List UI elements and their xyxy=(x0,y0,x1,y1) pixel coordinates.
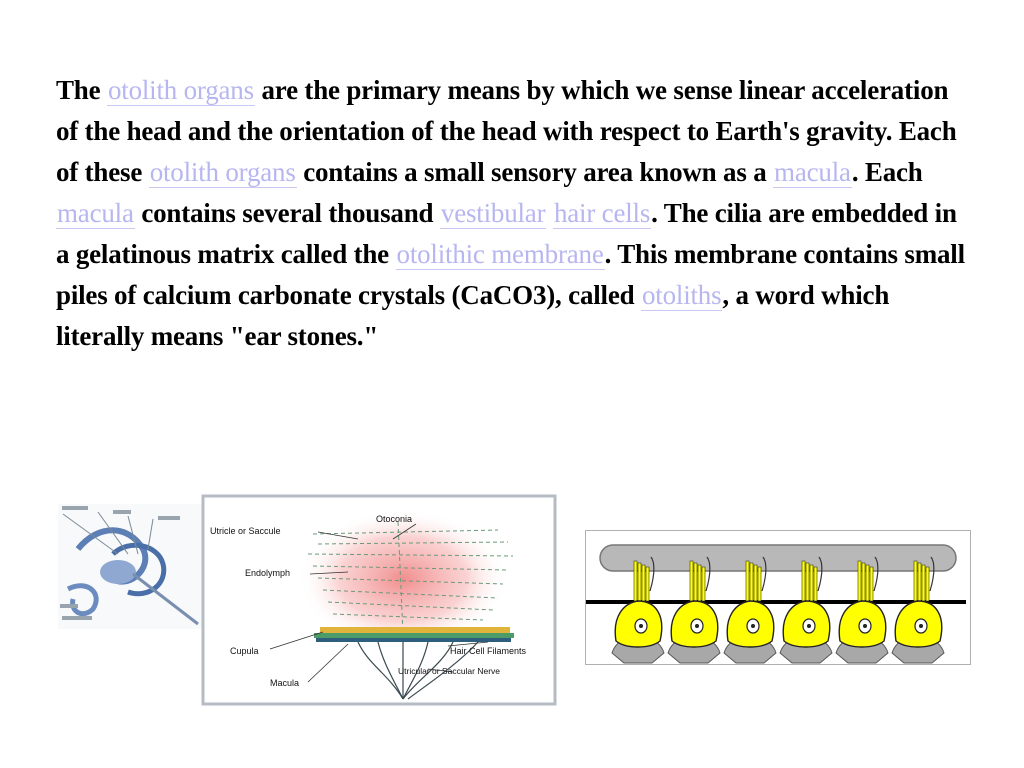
cilium xyxy=(642,565,645,601)
link-macula-2[interactable]: macula xyxy=(57,198,134,228)
cilium xyxy=(914,561,917,601)
link-otolith-organs-2[interactable]: otolith organs xyxy=(149,157,296,187)
cilium xyxy=(922,565,925,601)
cilium xyxy=(810,565,813,601)
label-hair-cell-filaments: Hair Cell Filaments xyxy=(450,646,527,656)
nucleolus xyxy=(751,624,755,628)
hair-cell xyxy=(836,557,888,663)
text-run: . Each xyxy=(851,157,923,187)
nucleolus xyxy=(639,624,643,628)
cilium xyxy=(754,565,757,601)
otolith-organ-diagram xyxy=(58,494,558,706)
label-utricle: Utricle or Saccule xyxy=(210,526,281,536)
cilium xyxy=(746,561,749,601)
cilium xyxy=(646,567,649,601)
hair-cell xyxy=(780,557,832,663)
text-run: , a word which literally means "ear stones." xyxy=(56,280,890,351)
otolithic-membrane-bar xyxy=(600,545,956,571)
link-macula[interactable]: macula xyxy=(774,157,851,187)
inner-ear-inset xyxy=(58,504,208,629)
text-run xyxy=(546,198,553,228)
text-run: . The cilia are embedded in a gelatinous matrix called the xyxy=(56,198,957,269)
hair-cell xyxy=(668,557,720,663)
cilium xyxy=(802,561,805,601)
cilium xyxy=(634,561,637,601)
cilium xyxy=(858,561,861,601)
cilium xyxy=(638,563,641,601)
cilium xyxy=(758,567,761,601)
nucleolus xyxy=(863,624,867,628)
cilium xyxy=(926,567,929,601)
text-run: are the primary means by which we sense linear acceleration of the head and the orientation of the head with respect to Earth's gravity. Each of these xyxy=(56,75,957,187)
link-hair-cells[interactable]: hair cells xyxy=(553,198,651,228)
cilium xyxy=(814,567,817,601)
body-paragraph xyxy=(56,70,976,357)
cilium xyxy=(806,563,809,601)
link-vestibular[interactable]: vestibular xyxy=(440,198,546,228)
hair-cell xyxy=(892,557,944,663)
cilium xyxy=(918,563,921,601)
label-cupula: Cupula xyxy=(230,646,259,656)
link-otoliths[interactable]: otoliths xyxy=(642,280,722,310)
link-otolithic-membrane[interactable]: otolithic membrane xyxy=(396,239,604,269)
hair-cell xyxy=(724,557,776,663)
text-run: contains several thousand xyxy=(134,198,440,228)
hair-cell xyxy=(612,557,664,663)
cilium xyxy=(750,563,753,601)
cilium xyxy=(870,567,873,601)
hair-cell-diagram xyxy=(585,530,971,665)
nucleolus xyxy=(695,624,699,628)
cilium xyxy=(698,565,701,601)
cilium xyxy=(866,565,869,601)
cilium xyxy=(694,563,697,601)
label-nerve: Utricular or Saccular Nerve xyxy=(398,666,501,676)
cilium xyxy=(862,563,865,601)
nucleolus xyxy=(919,624,923,628)
label-endolymph: Endolymph xyxy=(245,568,291,578)
link-otolith-organs[interactable]: otolith organs xyxy=(107,75,254,105)
label-otoconia: Otoconia xyxy=(376,514,413,524)
cilium xyxy=(690,561,693,601)
text-run: contains a small sensory area known as a xyxy=(296,157,774,187)
text-run: . This membrane contains small piles of calcium carbonate crystals (CaCO3), called xyxy=(56,239,965,310)
label-macula: Macula xyxy=(270,678,300,688)
cilium xyxy=(702,567,705,601)
nucleolus xyxy=(807,624,811,628)
text-run: The xyxy=(56,75,107,105)
